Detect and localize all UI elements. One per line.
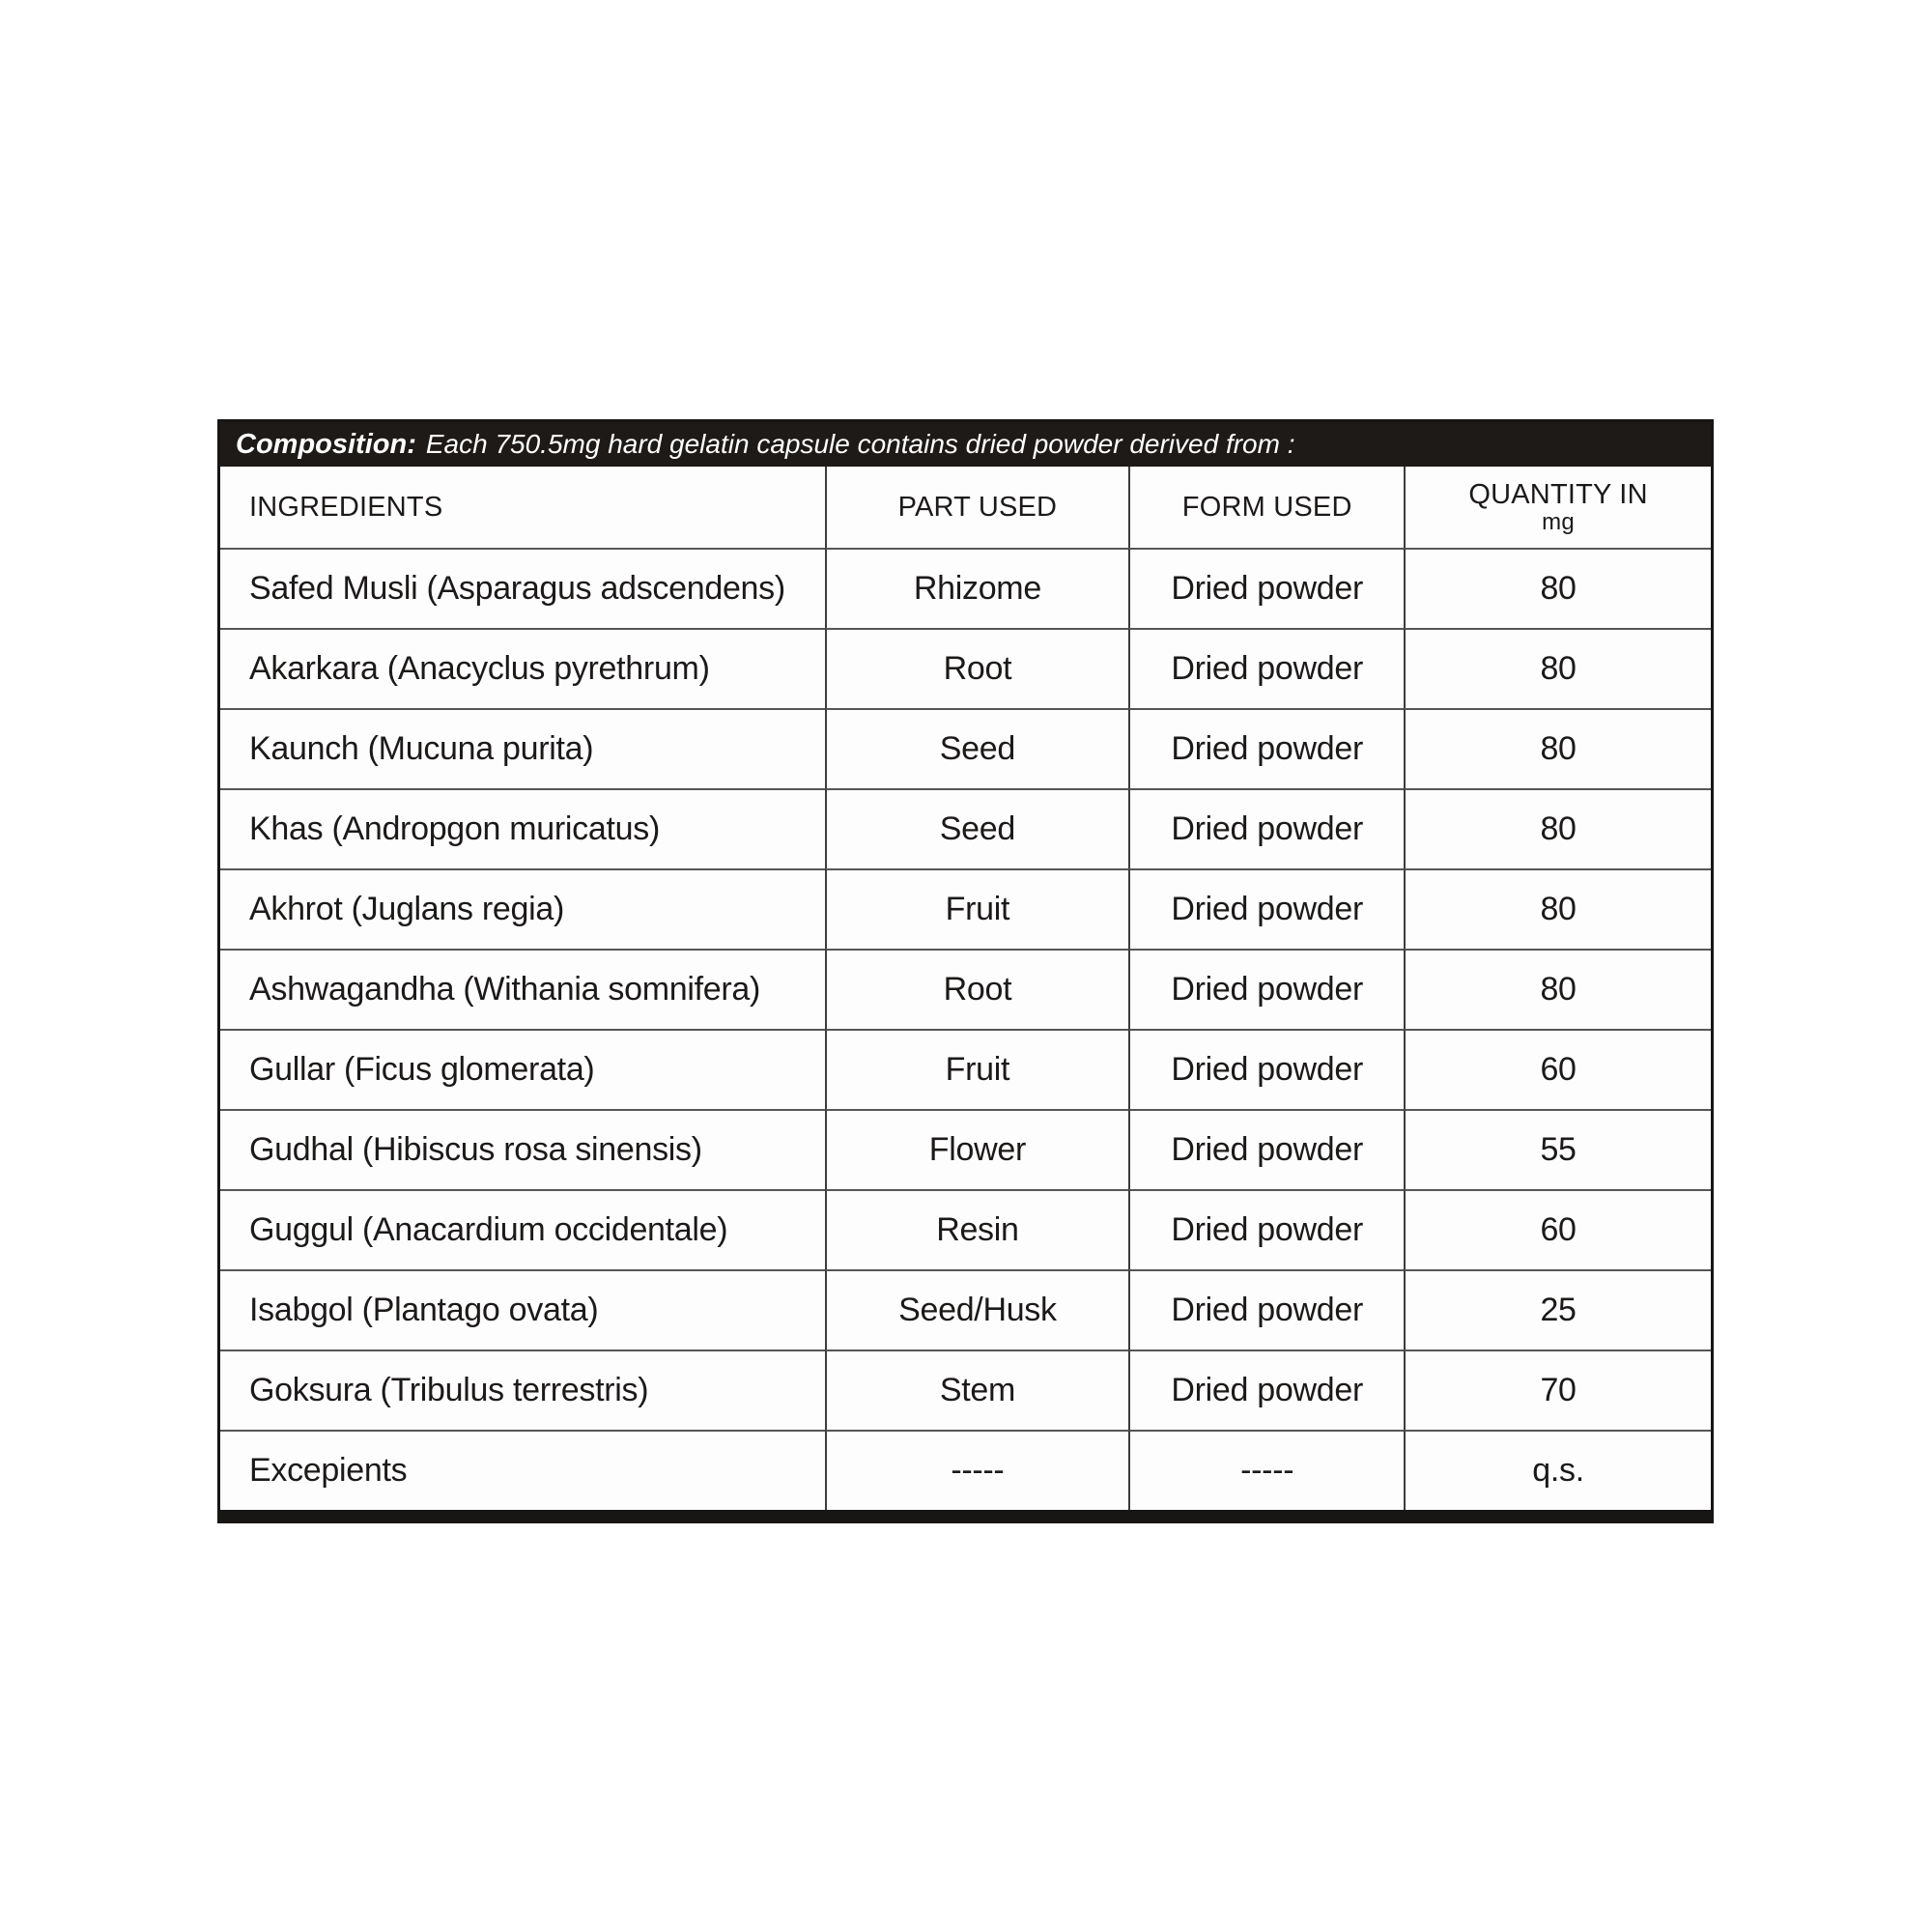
ingredient-cell: Khas (Andropgon muricatus) [220, 788, 825, 868]
part-used-cell: ----- [825, 1430, 1129, 1510]
table-row [220, 1109, 1711, 1189]
form-used-cell: ----- [1128, 1430, 1404, 1510]
table-row [220, 1430, 1711, 1510]
table-row [220, 1029, 1711, 1109]
table-row [220, 548, 1711, 628]
form-used-cell: Dried powder [1128, 708, 1404, 788]
quantity-cell: 25 [1404, 1269, 1711, 1350]
form-used-cell: Dried powder [1128, 1109, 1404, 1189]
quantity-cell: 55 [1404, 1109, 1711, 1189]
part-used-cell: Root [825, 628, 1129, 708]
part-used-cell: Stem [825, 1350, 1129, 1430]
form-used-cell: Dried powder [1128, 1189, 1404, 1269]
ingredient-cell: Gudhal (Hibiscus rosa sinensis) [220, 1109, 825, 1189]
table-row [220, 628, 1711, 708]
table-row [220, 868, 1711, 949]
table-body [220, 548, 1711, 1510]
part-used-cell: Flower [825, 1109, 1129, 1189]
part-used-cell: Fruit [825, 1029, 1129, 1109]
composition-title-bar [220, 422, 1711, 467]
table-row [220, 1350, 1711, 1430]
quantity-cell: 80 [1404, 949, 1711, 1029]
part-used-cell: Rhizome [825, 548, 1129, 628]
part-used-cell: Seed/Husk [825, 1269, 1129, 1350]
ingredient-cell: Goksura (Tribulus terrestris) [220, 1350, 825, 1430]
quantity-cell: 80 [1404, 708, 1711, 788]
quantity-header-line1: QUANTITY IN [1468, 479, 1648, 511]
form-used-cell: Dried powder [1128, 949, 1404, 1029]
ingredient-cell: Kaunch (Mucuna purita) [220, 708, 825, 788]
table-row [220, 1189, 1711, 1269]
table-header-row [220, 467, 1711, 548]
form-used-cell: Dried powder [1128, 788, 1404, 868]
form-used-cell: Dried powder [1128, 548, 1404, 628]
table-row [220, 1269, 1711, 1350]
form-used-cell: Dried powder [1128, 1029, 1404, 1109]
ingredient-cell: Excepients [220, 1430, 825, 1510]
part-used-cell: Seed [825, 708, 1129, 788]
ingredient-cell: Gullar (Ficus glomerata) [220, 1029, 825, 1109]
composition-table [217, 419, 1714, 1523]
form-used-cell: Dried powder [1128, 1269, 1404, 1350]
quantity-header-unit: mg [1542, 508, 1575, 535]
ingredient-cell: Guggul (Anacardium occidentale) [220, 1189, 825, 1269]
table-row [220, 708, 1711, 788]
quantity-cell: 80 [1404, 868, 1711, 949]
form-used-cell: Dried powder [1128, 628, 1404, 708]
table-row [220, 949, 1711, 1029]
composition-title-label: Composition: [236, 428, 416, 460]
quantity-cell: q.s. [1404, 1430, 1711, 1510]
part-used-column-header: PART USED [825, 467, 1129, 548]
quantity-cell: 80 [1404, 548, 1711, 628]
quantity-cell: 60 [1404, 1189, 1711, 1269]
ingredient-cell: Isabgol (Plantago ovata) [220, 1269, 825, 1350]
ingredients-column-header: INGREDIENTS [220, 467, 825, 548]
quantity-column-header [1404, 467, 1711, 548]
ingredient-cell: Safed Musli (Asparagus adscendens) [220, 548, 825, 628]
quantity-cell: 80 [1404, 788, 1711, 868]
part-used-cell: Root [825, 949, 1129, 1029]
form-used-cell: Dried powder [1128, 1350, 1404, 1430]
composition-title-description: Each 750.5mg hard gelatin capsule contains dried powder derived from : [425, 429, 1295, 459]
form-used-cell: Dried powder [1128, 868, 1404, 949]
ingredient-cell: Akhrot (Juglans regia) [220, 868, 825, 949]
table-row [220, 788, 1711, 868]
part-used-cell: Resin [825, 1189, 1129, 1269]
quantity-cell: 70 [1404, 1350, 1711, 1430]
quantity-cell: 60 [1404, 1029, 1711, 1109]
form-used-column-header: FORM USED [1128, 467, 1404, 548]
part-used-cell: Fruit [825, 868, 1129, 949]
quantity-cell: 80 [1404, 628, 1711, 708]
ingredient-cell: Ashwagandha (Withania somnifera) [220, 949, 825, 1029]
ingredient-cell: Akarkara (Anacyclus pyrethrum) [220, 628, 825, 708]
part-used-cell: Seed [825, 788, 1129, 868]
